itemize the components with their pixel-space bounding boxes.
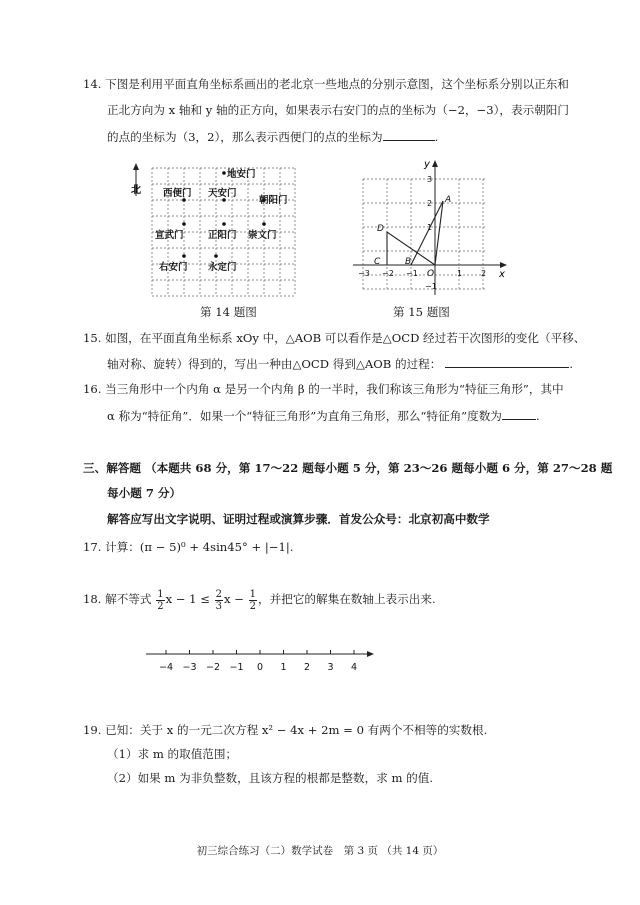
dot-chongwenmen (262, 222, 266, 226)
y-tick-2: 2 (427, 199, 433, 208)
place-label-xibianmen: 西便门 (163, 188, 192, 199)
place-label-yongdingmen: 永定门 (208, 262, 237, 273)
q18-frac1-num: 1 (157, 588, 164, 600)
q15-line1: 15. 如图，在平面直角坐标系 xOy 中，△AOB 可以看作是△OCD 经过若干次图形的变化（平移、 (83, 331, 586, 345)
number-line-tick-label: 3 (327, 662, 334, 673)
place-label-xuanwumen: 宣武门 (155, 230, 184, 241)
q18 (83, 587, 436, 611)
dot-zhengyangmen (222, 222, 226, 226)
q17 (83, 540, 294, 554)
q18-frac2-num: 2 (215, 588, 223, 600)
y-axis-label: y (424, 159, 430, 170)
number-line-tick-label: −2 (205, 662, 221, 673)
figure-15-caption: 第 15 题图 (393, 305, 450, 319)
section3-note: 解答应写出文字说明、证明过程或演算步骤．首发公众号：北京初高中数学 (107, 512, 490, 526)
number-line-tick-label: −1 (229, 662, 244, 673)
number-line-tick-label: 1 (280, 662, 287, 673)
point-c-label: C (374, 257, 381, 267)
dot-dianmen (222, 171, 226, 175)
dot-xuanwumen (182, 222, 186, 226)
triangle-aob (411, 201, 443, 265)
q16-line2 (107, 408, 540, 423)
q16-line2-end: . (535, 409, 540, 423)
x-tick-neg3: −3 (358, 269, 370, 278)
dot-yongdingmen (214, 254, 218, 258)
q18-mid2: x − (224, 592, 244, 606)
q18-suffix: ，并把它的解集在数轴上表示出来. (258, 592, 436, 606)
number-line-arrow-icon (367, 651, 374, 657)
q14-line2: 正北方向为 x 轴和 y 轴的正方向，如果表示右安门的点的坐标为（−2，−3），表示朝阳门 (107, 103, 569, 117)
place-label-dianmen: 地安门 (227, 169, 256, 180)
q15-answer-blank[interactable] (445, 356, 569, 368)
place-label-chongwenmen: 崇文门 (248, 230, 277, 241)
q14-line3-text: 的点的坐标为（3，2），那么表示西便门的点的坐标为 (107, 130, 383, 144)
q15-line2-text: 轴对称、旋转）得到的，写出一种由△OCD 得到△AOB 的过程： (107, 357, 442, 371)
q18-fraction-3 (249, 589, 257, 612)
x-tick-1: 1 (457, 269, 463, 278)
y-tick-neg1: −1 (425, 282, 437, 291)
q14-line3 (107, 129, 438, 144)
q19-part2: （2）如果 m 为非负整数，且该方程的根都是整数，求 m 的值. (107, 771, 434, 785)
q18-frac3-num: 1 (249, 588, 257, 600)
q18-frac2-den: 3 (215, 600, 223, 612)
q14-line1: 14. 下图是利用平面直角坐标系画出的老北京一些地点的分别示意图，这个坐标系分别以正东和 (83, 77, 569, 91)
q19-part1: （1）求 m 的取值范围； (107, 747, 238, 761)
q19-line1: 19. 已知：关于 x 的一元二次方程 x² − 4x + 2m = 0 有两个不相等的实数根. (83, 723, 488, 737)
number-line-tick-label: 4 (350, 662, 358, 673)
place-label-tiananmen: 天安门 (208, 188, 237, 199)
place-label-youanmen: 右安门 (159, 262, 188, 273)
number-line-tick-label: 0 (256, 662, 264, 673)
north-arrow-icon (133, 163, 139, 170)
point-b-label: B (405, 257, 412, 267)
x-axis-arrow-icon (500, 262, 507, 268)
x-tick-neg1: −1 (406, 269, 418, 278)
q18-fraction-2 (215, 589, 223, 612)
q18-fraction-1 (156, 589, 164, 612)
y-tick-3: 3 (427, 175, 433, 184)
q18-mid1: x − 1 ≤ (165, 592, 210, 606)
q18-frac1-den: 2 (157, 600, 164, 612)
q15-line2-end: . (569, 357, 574, 371)
x-axis-label: x (499, 269, 505, 280)
q16-line1: 16. 当三角形中一个内角 α 是另一个内角 β 的一半时，我们称该三角形为“特征三角形”，其中 (83, 382, 564, 396)
figure-14-map (125, 160, 315, 298)
place-label-zhengyangmen: 正阳门 (208, 230, 237, 241)
q17-prefix: 17. 计算： (83, 540, 140, 554)
q14-answer-blank[interactable] (383, 129, 435, 141)
q15-line2 (107, 356, 573, 371)
q18-prefix: 18. 解不等式 (83, 592, 152, 606)
number-line-tick-label: −3 (182, 662, 197, 673)
page-footer: 初三综合练习（二）数学试卷 第 3 页 （共 14 页） (196, 845, 444, 857)
point-d-label: D (377, 224, 384, 234)
x-tick-neg2: −2 (382, 269, 394, 278)
q16-answer-blank[interactable] (502, 408, 536, 420)
q14-line3-end: . (434, 130, 439, 144)
figure-15-coordinate-plane (345, 155, 515, 300)
q17-expression: (π − 5)⁰ + 4sin45° + |−1|. (139, 540, 294, 554)
figure-14-caption: 第 14 题图 (200, 305, 257, 319)
number-line-tick-label: −4 (158, 662, 174, 673)
q16-line2-text: α 称为“特征角”．如果一个“特征三角形”为直角三角形，那么“特征角”度数为 (107, 409, 502, 423)
point-o-label: O (427, 269, 435, 279)
section3-heading-line1: 三、解答题 （本题共 68 分，第 17～22 题每小题 5 分，第 23～26 题每小题 6 分，第 27～28 题 (83, 461, 613, 475)
number-line[interactable] (140, 645, 380, 681)
point-a-label: A (445, 195, 452, 205)
number-line-tick-label: 2 (303, 662, 311, 673)
north-label: 北 (131, 185, 141, 196)
dot-youanmen (182, 254, 186, 258)
x-tick-2: 2 (481, 269, 487, 278)
section3-heading-line2: 每小题 7 分） (107, 486, 182, 500)
place-label-chaoyangmen: 朝阳门 (259, 195, 288, 206)
y-axis-arrow-icon (432, 160, 438, 167)
y-tick-1: 1 (427, 223, 433, 232)
q18-frac3-den: 2 (249, 600, 257, 612)
